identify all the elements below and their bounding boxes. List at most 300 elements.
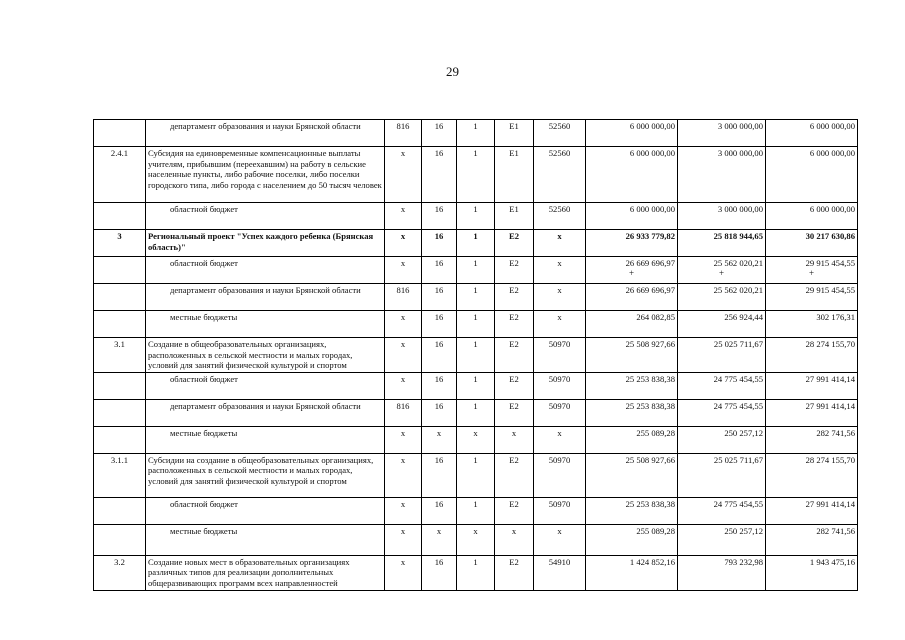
cell-grbs-text: x (400, 556, 406, 567)
cell-name (146, 524, 385, 555)
cell-subprogram (457, 257, 495, 284)
cell-amount-2 (678, 284, 766, 311)
cell-project (495, 284, 534, 311)
table-row (94, 426, 858, 453)
budget-table (93, 119, 858, 591)
cell-amount-1-text: 26 933 779,82 (625, 231, 675, 241)
table-row (94, 257, 858, 284)
cell-subprogram-text: 1 (473, 258, 478, 268)
cell-direction-text: 52560 (548, 121, 571, 131)
cell-amount-3 (766, 338, 858, 373)
cell-grbs-text: x (400, 339, 406, 349)
cell-subprogram-text: x (473, 525, 478, 536)
cell-amount-3 (766, 311, 858, 338)
cell-number (94, 284, 146, 311)
cell-amount-2 (678, 230, 766, 257)
cell-project (495, 147, 534, 203)
cell-direction-text: 50970 (548, 373, 571, 384)
cell-amount-3 (766, 372, 858, 399)
cell-program-text: 16 (434, 498, 444, 509)
cell-number (94, 399, 146, 426)
cell-amount-1-text: 6 000 000,00 (629, 121, 675, 131)
cell-name-text: областной бюджет (170, 204, 238, 214)
cell-subprogram-text: 1 (473, 400, 478, 411)
cell-amount-3-text: 302 176,31 (816, 312, 855, 322)
cell-direction (534, 555, 586, 590)
cell-grbs-text: x (400, 427, 406, 438)
cell-amount-2-text: 250 257,12 (724, 525, 763, 536)
cell-amount-3-text: 27 991 414,14 (805, 400, 855, 411)
page-number: 29 (446, 64, 459, 79)
cell-project (495, 338, 534, 373)
cell-direction-text: x (557, 525, 562, 536)
cell-project (495, 120, 534, 147)
cell-amount-3 (766, 230, 858, 257)
cell-grbs-text: 816 (396, 121, 410, 131)
table-row (94, 230, 858, 257)
cell-program (422, 230, 457, 257)
cell-amount-1 (586, 284, 678, 311)
cell-amount-3-text: 6 000 000,00 (809, 121, 855, 131)
cell-amount-1-text: 264 082,85 (636, 312, 675, 322)
cell-program-text: 16 (434, 258, 444, 268)
cell-direction (534, 338, 586, 373)
cell-amount-1-text: 25 253 838,38 (625, 498, 675, 509)
cell-program (422, 453, 457, 497)
cell-program (422, 284, 457, 311)
cell-name (146, 555, 385, 590)
cell-amount-2 (678, 311, 766, 338)
cell-direction-text: x (557, 285, 562, 295)
cell-amount-2 (678, 147, 766, 203)
cell-amount-1-text: 25 253 838,38 (625, 373, 675, 384)
cell-amount-3 (766, 257, 858, 284)
cell-project (495, 311, 534, 338)
cell-amount-3-text: 27 991 414,14 (805, 373, 855, 384)
cell-project (495, 555, 534, 590)
cell-number (94, 453, 146, 497)
cell-amount-3 (766, 203, 858, 230)
cell-amount-1 (586, 120, 678, 147)
cell-name-text: областной бюджет (170, 258, 238, 268)
cell-amount-2-text: 25 025 711,67 (713, 339, 763, 349)
cell-amount-3-text: 6 000 000,00 (809, 148, 855, 158)
cell-amount-2 (678, 338, 766, 373)
cell-amount-3 (766, 120, 858, 147)
cell-name-text: местные бюджеты (170, 525, 238, 536)
table-row (94, 524, 858, 555)
cell-direction-text: 50970 (548, 339, 571, 349)
cell-amount-1 (586, 203, 678, 230)
cell-grbs-text: x (400, 204, 406, 214)
cell-amount-3 (766, 524, 858, 555)
cell-amount-3 (766, 147, 858, 203)
cell-amount-1 (586, 372, 678, 399)
cell-amount-2-text: 25 562 020,21 (713, 258, 763, 268)
cell-amount-2-text: 24 775 454,55 (713, 400, 763, 411)
cell-direction (534, 203, 586, 230)
cell-grbs-text: x (400, 498, 406, 509)
cell-amount-1-text: 255 089,28 (636, 525, 675, 536)
cell-direction-text: 50970 (548, 400, 571, 411)
cell-project-text: x (511, 427, 517, 438)
cell-amount-1 (586, 524, 678, 555)
cell-amount-2 (678, 399, 766, 426)
cell-grbs-text: x (400, 312, 406, 322)
cell-grbs-text: x (400, 231, 406, 241)
cell-amount-3-text: 30 217 630,86 (805, 231, 855, 241)
cell-amount-3 (766, 426, 858, 453)
cell-grbs-text: 816 (396, 400, 410, 411)
cell-subprogram (457, 555, 495, 590)
cell-subprogram (457, 203, 495, 230)
cell-amount-2-text: 25 562 020,21 (713, 285, 763, 295)
cell-amount-3-text: 28 274 155,70 (805, 339, 855, 349)
cell-subprogram-text: 1 (473, 204, 478, 214)
handwritten-check-mark: + (718, 267, 725, 278)
cell-direction-text: x (557, 427, 562, 438)
cell-direction-text: x (557, 231, 562, 241)
cell-amount-1-text: 25 508 927,66 (625, 339, 675, 349)
cell-amount-3 (766, 399, 858, 426)
cell-name (146, 338, 385, 373)
cell-grbs (385, 338, 422, 373)
cell-subprogram (457, 426, 495, 453)
table-row (94, 203, 858, 230)
cell-direction-text: 52560 (548, 204, 571, 214)
cell-project-text: E2 (509, 556, 519, 567)
cell-amount-2-text: 3 000 000,00 (717, 204, 763, 214)
cell-name (146, 120, 385, 147)
table-row (94, 147, 858, 203)
cell-project-text: E2 (509, 454, 519, 465)
cell-name (146, 257, 385, 284)
cell-amount-1-text: 25 253 838,38 (625, 400, 675, 411)
cell-grbs (385, 524, 422, 555)
cell-name-text: Создание в общеобразовательных организациях, расположенных в сельской местности и малых городах, условий для занятий физической культурой и спортом (148, 339, 353, 371)
cell-grbs-text: x (400, 148, 406, 158)
cell-amount-1-text: 25 508 927,66 (625, 454, 675, 465)
cell-grbs (385, 120, 422, 147)
cell-amount-1 (586, 426, 678, 453)
cell-amount-1-text: 6 000 000,00 (629, 204, 675, 214)
cell-number (94, 147, 146, 203)
cell-direction-text: x (557, 258, 562, 268)
cell-subprogram-text: 1 (473, 285, 478, 295)
cell-name (146, 426, 385, 453)
cell-project-text: E2 (509, 373, 519, 384)
cell-subprogram (457, 497, 495, 524)
cell-subprogram (457, 372, 495, 399)
cell-program (422, 338, 457, 373)
cell-program-text: 16 (434, 400, 444, 411)
cell-amount-2 (678, 453, 766, 497)
cell-grbs-text: x (400, 525, 406, 536)
cell-program-text: 16 (434, 285, 444, 295)
cell-subprogram-text: 1 (473, 498, 478, 509)
cell-direction (534, 230, 586, 257)
cell-direction (534, 372, 586, 399)
cell-name (146, 230, 385, 257)
cell-number (94, 555, 146, 590)
cell-number (94, 338, 146, 373)
cell-number-text: 3.2 (114, 556, 125, 567)
cell-project (495, 426, 534, 453)
cell-program (422, 426, 457, 453)
cell-program-text: x (436, 427, 442, 438)
cell-amount-1 (586, 311, 678, 338)
cell-program-text: 16 (434, 454, 444, 465)
cell-project-text: E2 (509, 400, 519, 411)
cell-amount-1 (586, 147, 678, 203)
cell-amount-1 (586, 338, 678, 373)
cell-project-text: E1 (509, 148, 519, 158)
cell-subprogram (457, 230, 495, 257)
cell-number (94, 524, 146, 555)
cell-name-text: Субсидия на единовременные компенсационные выплаты учителям, прибывшим (переехавшим) на работу в сельские населенные пункты, либо рабочие поселки, либо поселки городского типа, либо города с населением до 50 тысяч человек (148, 148, 382, 190)
cell-name-text: местные бюджеты (170, 312, 238, 322)
cell-direction (534, 284, 586, 311)
cell-subprogram-text: 1 (473, 148, 478, 158)
cell-amount-1 (586, 453, 678, 497)
cell-amount-3-text: 282 741,56 (816, 525, 855, 536)
cell-grbs (385, 257, 422, 284)
cell-amount-2-text: 3 000 000,00 (717, 121, 763, 131)
cell-direction (534, 120, 586, 147)
cell-number-text: 3.1.1 (110, 454, 129, 465)
cell-subprogram (457, 120, 495, 147)
cell-direction (534, 257, 586, 284)
cell-amount-1 (586, 230, 678, 257)
cell-number (94, 203, 146, 230)
cell-amount-1 (586, 257, 678, 284)
cell-amount-1-text: 1 424 852,16 (629, 556, 675, 567)
cell-amount-1 (586, 399, 678, 426)
cell-grbs (385, 311, 422, 338)
cell-amount-3 (766, 453, 858, 497)
cell-subprogram (457, 147, 495, 203)
cell-direction (534, 426, 586, 453)
cell-program (422, 257, 457, 284)
cell-project (495, 524, 534, 555)
cell-name-text: местные бюджеты (170, 427, 238, 438)
cell-grbs (385, 372, 422, 399)
cell-amount-2-text: 256 924,44 (724, 312, 763, 322)
cell-name (146, 203, 385, 230)
cell-name (146, 372, 385, 399)
cell-number-text: 3.1 (114, 339, 125, 349)
table-row (94, 555, 858, 590)
cell-grbs-text: x (400, 373, 406, 384)
cell-number (94, 426, 146, 453)
cell-project-text: E2 (509, 339, 519, 349)
cell-direction-text: 52560 (548, 148, 571, 158)
cell-project-text: E1 (509, 204, 519, 214)
table-row (94, 399, 858, 426)
cell-project-text: x (511, 525, 517, 536)
cell-amount-2-text: 24 775 454,55 (713, 498, 763, 509)
cell-grbs (385, 555, 422, 590)
cell-amount-2 (678, 497, 766, 524)
cell-program (422, 399, 457, 426)
cell-subprogram (457, 311, 495, 338)
table-row (94, 453, 858, 497)
cell-direction (534, 311, 586, 338)
cell-amount-3 (766, 284, 858, 311)
cell-grbs (385, 497, 422, 524)
table-body (94, 120, 858, 591)
cell-program (422, 555, 457, 590)
cell-program (422, 147, 457, 203)
cell-amount-1-text: 255 089,28 (636, 427, 675, 438)
cell-subprogram-text: 1 (473, 231, 478, 241)
cell-grbs (385, 230, 422, 257)
cell-program (422, 203, 457, 230)
cell-name-text: департамент образования и науки Брянской области (170, 400, 361, 411)
handwritten-check-mark: + (628, 267, 635, 278)
cell-amount-2 (678, 203, 766, 230)
cell-program (422, 497, 457, 524)
cell-amount-2-text: 25 818 944,65 (713, 231, 763, 241)
cell-direction-text: 50970 (548, 454, 571, 465)
table-row (94, 497, 858, 524)
cell-name (146, 399, 385, 426)
cell-amount-3-text: 27 991 414,14 (805, 498, 855, 509)
cell-amount-2 (678, 120, 766, 147)
cell-amount-3-text: 29 915 454,55 (805, 285, 855, 295)
cell-name-text: областной бюджет (170, 498, 238, 509)
cell-direction (534, 147, 586, 203)
cell-subprogram (457, 399, 495, 426)
cell-amount-2-text: 25 025 711,67 (713, 454, 763, 465)
cell-name-text: Региональный проект "Успех каждого ребенка (Брянская область)" (148, 231, 374, 252)
cell-name (146, 311, 385, 338)
cell-project (495, 230, 534, 257)
table-row (94, 338, 858, 373)
cell-project-text: E2 (509, 285, 519, 295)
cell-program (422, 311, 457, 338)
cell-project (495, 453, 534, 497)
cell-subprogram-text: 1 (473, 454, 478, 465)
cell-program-text: 16 (434, 231, 444, 241)
cell-amount-1 (586, 555, 678, 590)
cell-direction (534, 453, 586, 497)
cell-grbs-text: x (400, 454, 406, 465)
cell-program-text: 16 (434, 373, 444, 384)
cell-amount-3-text: 28 274 155,70 (805, 454, 855, 465)
cell-amount-3-text: 6 000 000,00 (809, 204, 855, 214)
cell-project (495, 257, 534, 284)
cell-project (495, 399, 534, 426)
cell-subprogram-text: x (473, 427, 478, 438)
cell-program-text: 16 (434, 556, 444, 567)
cell-number (94, 497, 146, 524)
cell-project-text: E2 (509, 312, 519, 322)
cell-number (94, 311, 146, 338)
cell-grbs-text: x (400, 258, 406, 268)
cell-name-text: областной бюджет (170, 373, 238, 384)
cell-amount-2 (678, 524, 766, 555)
cell-subprogram (457, 453, 495, 497)
cell-number (94, 230, 146, 257)
cell-program-text: 16 (434, 312, 444, 322)
cell-amount-3-text: 282 741,56 (816, 427, 855, 438)
cell-name (146, 284, 385, 311)
cell-project (495, 203, 534, 230)
cell-subprogram (457, 284, 495, 311)
cell-project-text: E2 (508, 231, 520, 241)
cell-name (146, 453, 385, 497)
cell-grbs-text: 816 (396, 285, 410, 295)
table-row (94, 372, 858, 399)
cell-number (94, 372, 146, 399)
cell-direction-text: 54910 (548, 556, 571, 567)
cell-program-text: 16 (434, 148, 444, 158)
cell-name (146, 147, 385, 203)
cell-direction (534, 524, 586, 555)
cell-program-text: 16 (434, 204, 444, 214)
cell-amount-3-text: 1 943 475,16 (809, 556, 855, 567)
cell-amount-3 (766, 497, 858, 524)
cell-project (495, 372, 534, 399)
table-row (94, 284, 858, 311)
cell-number-text: 2.4.1 (110, 148, 129, 158)
cell-grbs (385, 147, 422, 203)
cell-project (495, 497, 534, 524)
cell-program-text: 16 (434, 339, 444, 349)
cell-program (422, 372, 457, 399)
cell-project-text: E2 (509, 498, 519, 509)
cell-subprogram-text: 1 (473, 121, 478, 131)
cell-amount-2-text: 24 775 454,55 (713, 373, 763, 384)
cell-amount-1-text: 6 000 000,00 (629, 148, 675, 158)
cell-name-text: департамент образования и науки Брянской области (170, 121, 361, 131)
cell-amount-3-text: 29 915 454,55 (805, 258, 855, 268)
cell-amount-1-text: 26 669 696,97 (625, 258, 675, 268)
cell-amount-2 (678, 555, 766, 590)
cell-grbs (385, 453, 422, 497)
cell-name (146, 497, 385, 524)
cell-amount-2-text: 793 232,98 (724, 556, 763, 567)
cell-amount-1-text: 26 669 696,97 (625, 285, 675, 295)
cell-program-text: 16 (434, 121, 444, 131)
cell-subprogram-text: 1 (473, 373, 478, 384)
cell-grbs (385, 203, 422, 230)
cell-subprogram-text: 1 (473, 556, 478, 567)
cell-program (422, 524, 457, 555)
cell-grbs (385, 399, 422, 426)
cell-direction (534, 399, 586, 426)
table-row (94, 120, 858, 147)
cell-amount-2-text: 3 000 000,00 (717, 148, 763, 158)
cell-number (94, 120, 146, 147)
cell-grbs (385, 284, 422, 311)
cell-direction-text: x (557, 312, 562, 322)
cell-name-text: Субсидии на создание в общеобразовательных организациях, расположенных в сельской местности и малых городах, условий для занятий физической культурой и спортом (148, 454, 374, 486)
cell-project-text: E1 (509, 121, 519, 131)
cell-direction (534, 497, 586, 524)
cell-number (94, 257, 146, 284)
cell-amount-1 (586, 497, 678, 524)
cell-project-text: E2 (509, 258, 519, 268)
cell-number-text: 3 (117, 231, 122, 241)
cell-grbs (385, 426, 422, 453)
cell-amount-2 (678, 257, 766, 284)
cell-subprogram (457, 524, 495, 555)
cell-amount-2 (678, 426, 766, 453)
handwritten-check-mark: + (808, 267, 815, 278)
cell-direction-text: 50970 (548, 498, 571, 509)
